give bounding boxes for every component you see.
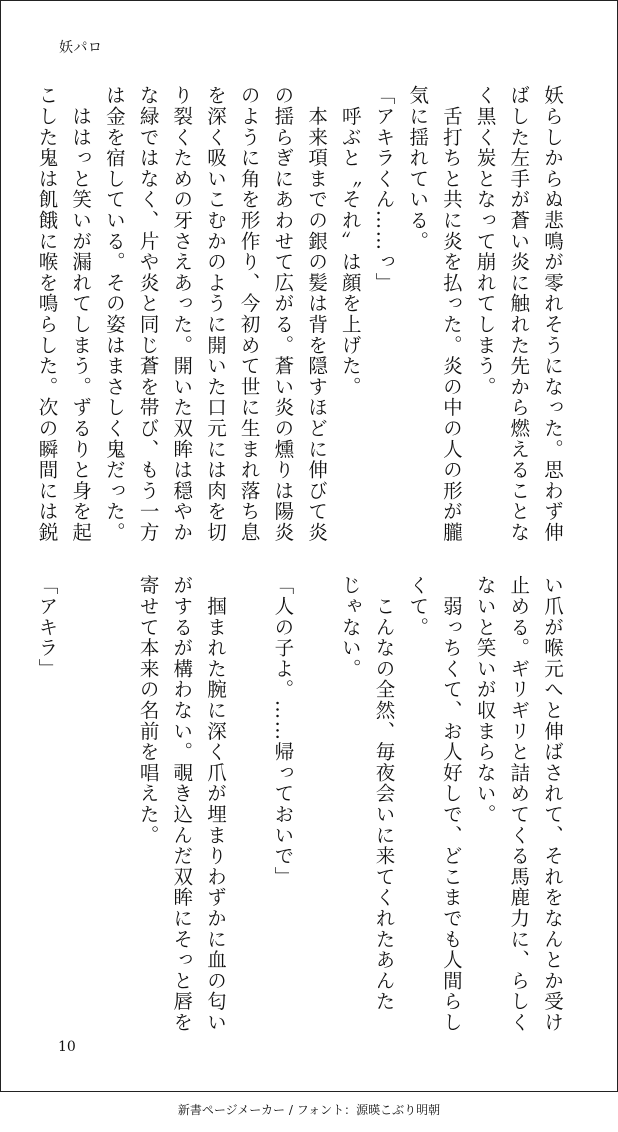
text-column: の揺らぎにあわせて広がる。蒼い炎の燻りは陽炎 <box>271 85 295 543</box>
text-column: 弱っちくて、お人好しで、どこまでも人間らし <box>439 575 463 1033</box>
text-column: ばした左手が蒼い炎に触れた先から燃えることな <box>507 85 531 543</box>
text-column: を深く吸いこむかのように開いた口元には肉を切 <box>203 85 227 543</box>
text-column: くて。 <box>406 575 430 638</box>
text-column: 呼ぶと〝それ〟は顔を上げた。 <box>338 85 362 397</box>
page-header-title: 妖パロ <box>59 40 103 56</box>
text-column: こした鬼は飢餓に喉を鳴らした。次の瞬間には鋭 <box>35 85 59 543</box>
text-column: 「人の子よ。……帰っておいで」 <box>271 575 295 887</box>
text-column: ははっと笑いが漏れてしまう。ずるりと身を起 <box>69 85 93 543</box>
text-column: がするが構わない。覗き込んだ双眸にそっと唇を <box>170 575 194 1033</box>
text-column: な緑ではなく、片や炎と同じ蒼を帯び、もう一方 <box>136 85 160 543</box>
text-column: 本来項までの銀の髪は背を隠すほどに伸びて炎 <box>305 85 329 543</box>
text-column: い爪が喉元へと伸ばされて、それをなんとか受け <box>541 575 564 1033</box>
text-column: 止める。ギリギリと詰めてくる馬鹿力に、らしく <box>507 575 531 1033</box>
text-column: 舌打ちと共に炎を払った。炎の中の人の形が朧 <box>439 85 463 543</box>
text-column: じゃない。 <box>338 575 362 679</box>
text-column: 「アキラ」 <box>35 575 59 679</box>
text-block-top <box>30 85 569 543</box>
text-column: り裂くための牙さえあった。開いた双眸は穏やか <box>170 85 194 543</box>
text-column: 「アキラくん……っ」 <box>372 85 396 293</box>
text-column: 気に揺れている。 <box>406 85 430 252</box>
text-column-blank <box>299 575 333 1023</box>
text-column: 掴まれた腕に深く爪が埋まりわずかに血の匂い <box>203 575 227 1033</box>
text-column: のように角を形作り、今初めて世に生まれ落ち息 <box>237 85 261 543</box>
text-column: こんなの全然、毎夜会いに来てくれたあんた <box>372 575 396 1012</box>
text-column: 妖らしからぬ悲鳴が零れそうになった。思わず伸 <box>541 85 564 543</box>
text-column-blank <box>232 575 266 1023</box>
page-number: 10 <box>58 1039 76 1055</box>
text-column: 寄せて本来の名前を唱えた。 <box>136 575 160 846</box>
text-column-blank <box>97 575 131 1023</box>
text-column-blank <box>63 575 97 1023</box>
text-column: ないと笑いが収まらない。 <box>473 575 497 825</box>
generator-credit: 新書ページメーカー / フォント：源暎こぶり明朝 <box>177 1103 441 1117</box>
text-column: は金を宿している。その姿はまさしく鬼だった。 <box>102 85 126 543</box>
text-column: く黒く炭となって崩れてしまう。 <box>473 85 497 397</box>
text-block-bottom <box>30 575 569 1033</box>
